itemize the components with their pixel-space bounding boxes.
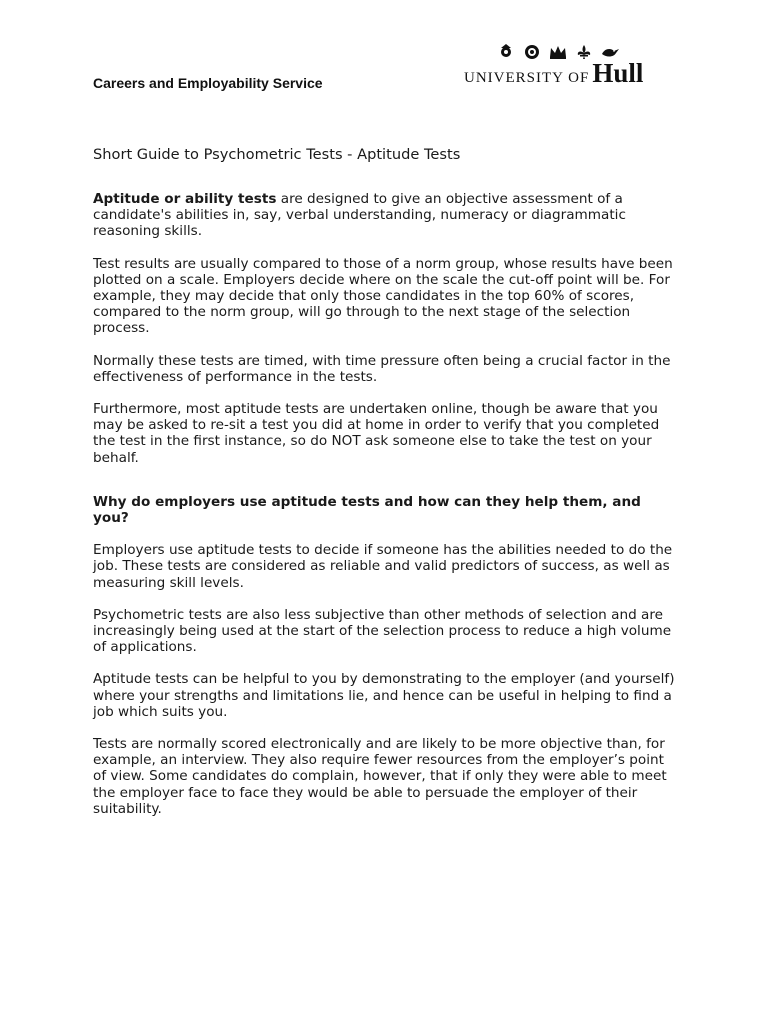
paragraph-online: Furthermore, most aptitude tests are undertaken online, though be aware that you may be asked to re-sit a test you did at home in order to verify that you completed the test in the first instance, so do NOT ask someone else to take the test on your behalf. xyxy=(93,401,660,466)
section-heading: Why do employers use aptitude tests and how can they help them, and you? xyxy=(93,493,641,527)
paragraph-employers: Employers use aptitude tests to decide if someone has the abilities needed to do the job. These tests are considered as reliable and valid predictors of success, as well as measuring skill levels. xyxy=(93,542,673,591)
paragraph-subjective: Psychometric tests are also less subjective than other methods of selection and are increasingly being used at the start of the selection process to reduce a high volume of applications. xyxy=(93,606,672,656)
paragraph-helpful: Aptitude tests can be helpful to you by demonstrating to the employer (and yourself) where your strengths and limitations lie, and hence can be useful in helping to find a job which suits you. xyxy=(93,671,675,720)
intro-rest: are designed to give an objective assessment of a candidate's abilities in, say, verbal understanding, numeracy or diagrammatic reasoning skills. xyxy=(93,191,626,240)
service-name: Careers and Employability Service xyxy=(93,75,323,91)
paragraph-timed: Normally these tests are timed, with time pressure often being a crucial factor in the effectiveness of performance in the tests. xyxy=(93,352,671,385)
intro-lead: Aptitude or ability tests xyxy=(93,191,277,207)
logo-wordmark xyxy=(464,58,643,89)
document-body xyxy=(93,146,678,833)
paragraph-scoring: Tests are normally scored electronically and are likely to be more objective than, for example, an interview. They also require fewer resources from the employer’s point of view. Some candidates do complain, however, that if only they were able to meet the employer face to face they would be able to persuade the employer of their suitability. xyxy=(93,736,667,817)
paragraph-intro xyxy=(93,191,678,240)
logo-prefix: UNIVERSITY OF xyxy=(464,70,590,86)
paragraph-norm-group: Test results are usually compared to those of a norm group, whose results have been plotted on a scale. Employers decide where on the scale the cut-off point will be. For example, they may decide that only those candidates in the top 60% of scores, compared to the norm group, will go through to the next stage of the selection process. xyxy=(93,255,673,337)
document-title: Short Guide to Psychometric Tests - Aptitude Tests xyxy=(93,146,461,163)
university-logo xyxy=(464,44,664,88)
logo-name: Hull xyxy=(592,58,644,88)
